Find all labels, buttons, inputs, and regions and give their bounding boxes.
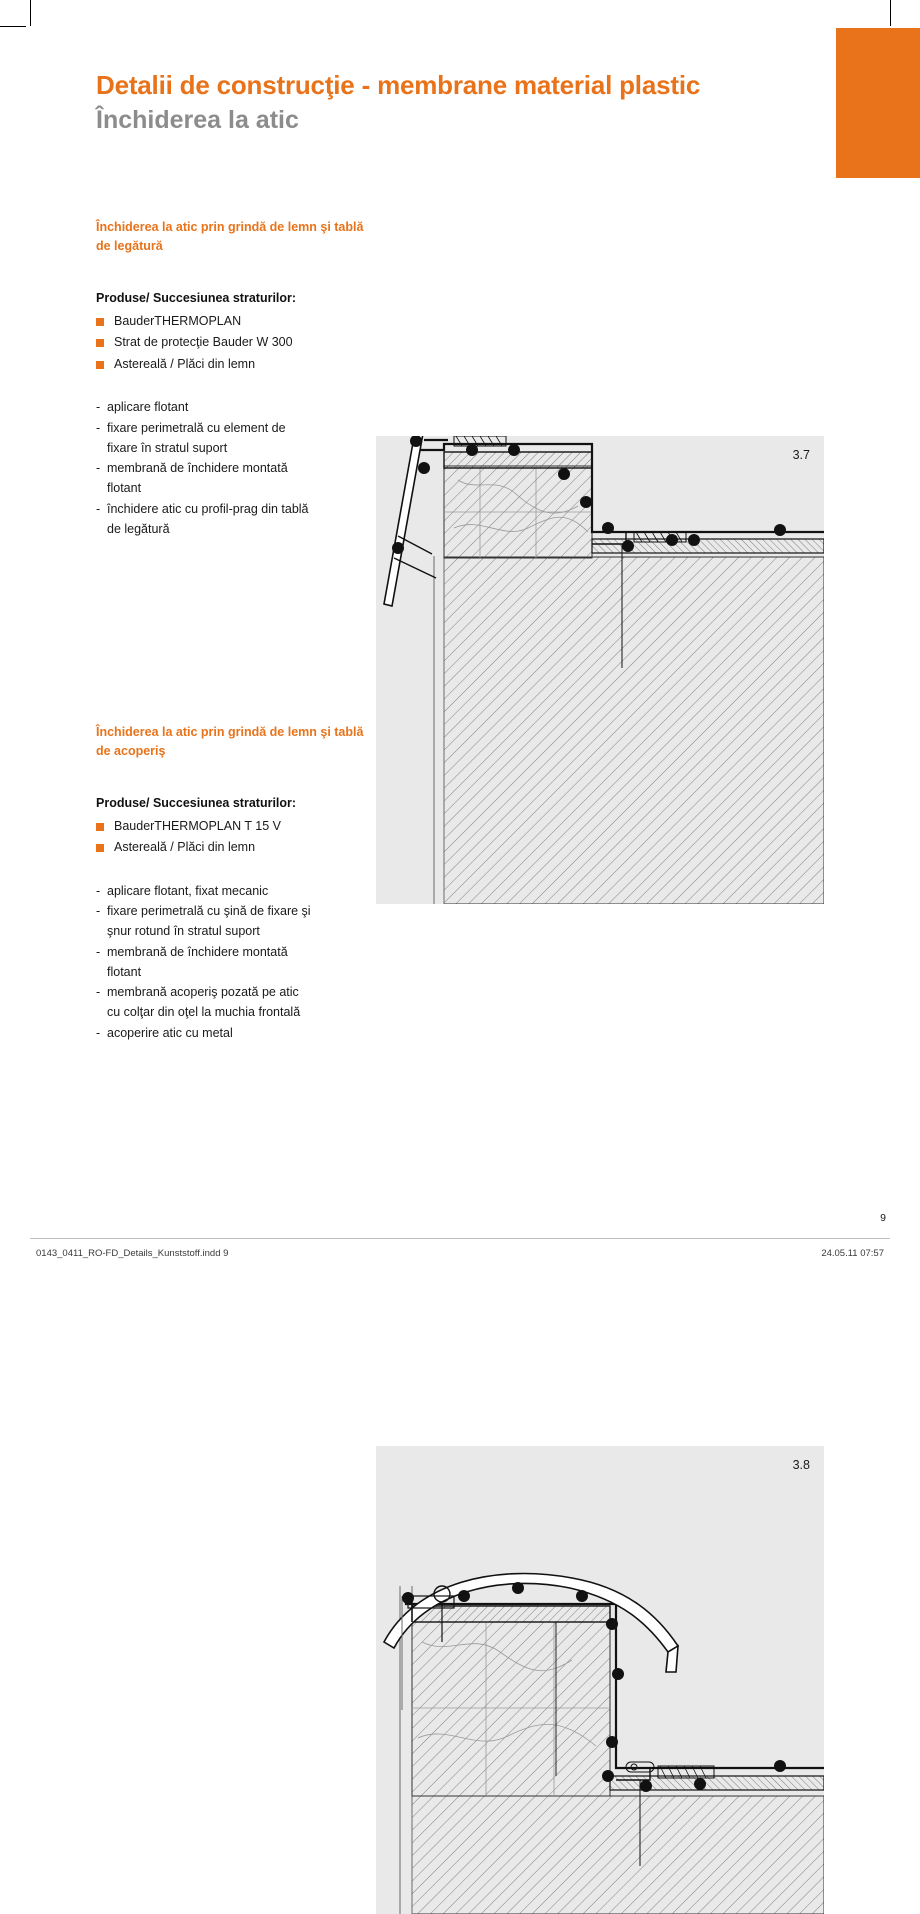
section-2-products-list bbox=[96, 816, 364, 859]
list-item: - fixare perimetrală cu şină de fixare şi bbox=[96, 901, 364, 921]
section-1-products-list bbox=[96, 311, 364, 376]
list-item: fixare în stratul suport bbox=[107, 440, 228, 455]
list-item: Strat de protecţie Bauder W 300 bbox=[96, 332, 364, 354]
page-title-sub: Închiderea la atic bbox=[96, 106, 299, 135]
list-item: flotant bbox=[107, 964, 142, 979]
list-item: - membrană de închidere montată bbox=[96, 942, 364, 962]
list-item: BauderTHERMOPLAN T 15 V bbox=[96, 816, 364, 838]
list-item: - membrană acoperiş pozată pe atic bbox=[96, 982, 364, 1002]
detail-drawing-3-7 bbox=[376, 436, 824, 904]
list-item: BauderTHERMOPLAN bbox=[96, 311, 364, 333]
section-1-products-heading: Produse/ Succesiunea straturilor: bbox=[96, 290, 297, 305]
list-item: - aplicare flotant, fixat mecanic bbox=[96, 881, 364, 901]
detail-drawing-3-7-svg bbox=[376, 436, 824, 904]
page-number: 9 bbox=[880, 1212, 886, 1224]
section-1-notes-list bbox=[96, 397, 364, 539]
detail-drawing-3-8 bbox=[376, 1446, 824, 1914]
section-1-text-column bbox=[96, 218, 364, 539]
list-item: Astereală / Plăci din lemn bbox=[96, 354, 364, 376]
footer-divider bbox=[30, 1238, 890, 1239]
list-item: - fixare perimetrală cu element de bbox=[96, 418, 364, 438]
edge-tab bbox=[836, 28, 920, 178]
page-title bbox=[96, 70, 836, 136]
section-2-text-column bbox=[96, 723, 364, 1043]
section-2-products-heading: Produse/ Succesiunea straturilor: bbox=[96, 795, 297, 810]
footer-timestamp: 24.05.11 07:57 bbox=[821, 1248, 884, 1259]
list-item: de legătură bbox=[107, 521, 170, 536]
list-item: - aplicare flotant bbox=[96, 397, 364, 417]
list-item: şnur rotund în stratul suport bbox=[107, 924, 260, 939]
list-item: - acoperire atic cu metal bbox=[96, 1023, 364, 1043]
page-title-main: Detalii de construcţie - membrane material plastic bbox=[96, 70, 701, 100]
footer-file-name: 0143_0411_RO-FD_Details_Kunststoff.indd 9 bbox=[36, 1248, 229, 1259]
list-item: cu colţar din oţel la muchia frontală bbox=[107, 1005, 301, 1020]
crop-mark-left-top bbox=[0, 26, 26, 27]
detail-drawing-3-8-svg bbox=[376, 1446, 824, 1914]
crop-mark-top-left bbox=[30, 0, 31, 26]
list-item: - membrană de închidere montată bbox=[96, 458, 364, 478]
list-item: - închidere atic cu profil-prag din tablă bbox=[96, 499, 364, 519]
figure-number: 3.8 bbox=[792, 1458, 810, 1472]
section-1-title: Închiderea la atic prin grindă de lemn şi tablă de legătură bbox=[96, 220, 364, 254]
list-item: flotant bbox=[107, 481, 142, 496]
figure-number: 3.7 bbox=[792, 448, 810, 462]
crop-mark-top-right bbox=[890, 0, 891, 26]
list-item: Astereală / Plăci din lemn bbox=[96, 837, 364, 859]
section-2-title: Închiderea la atic prin grindă de lemn şi tablă de acoperiş bbox=[96, 725, 364, 759]
section-2-notes-list bbox=[96, 881, 364, 1043]
